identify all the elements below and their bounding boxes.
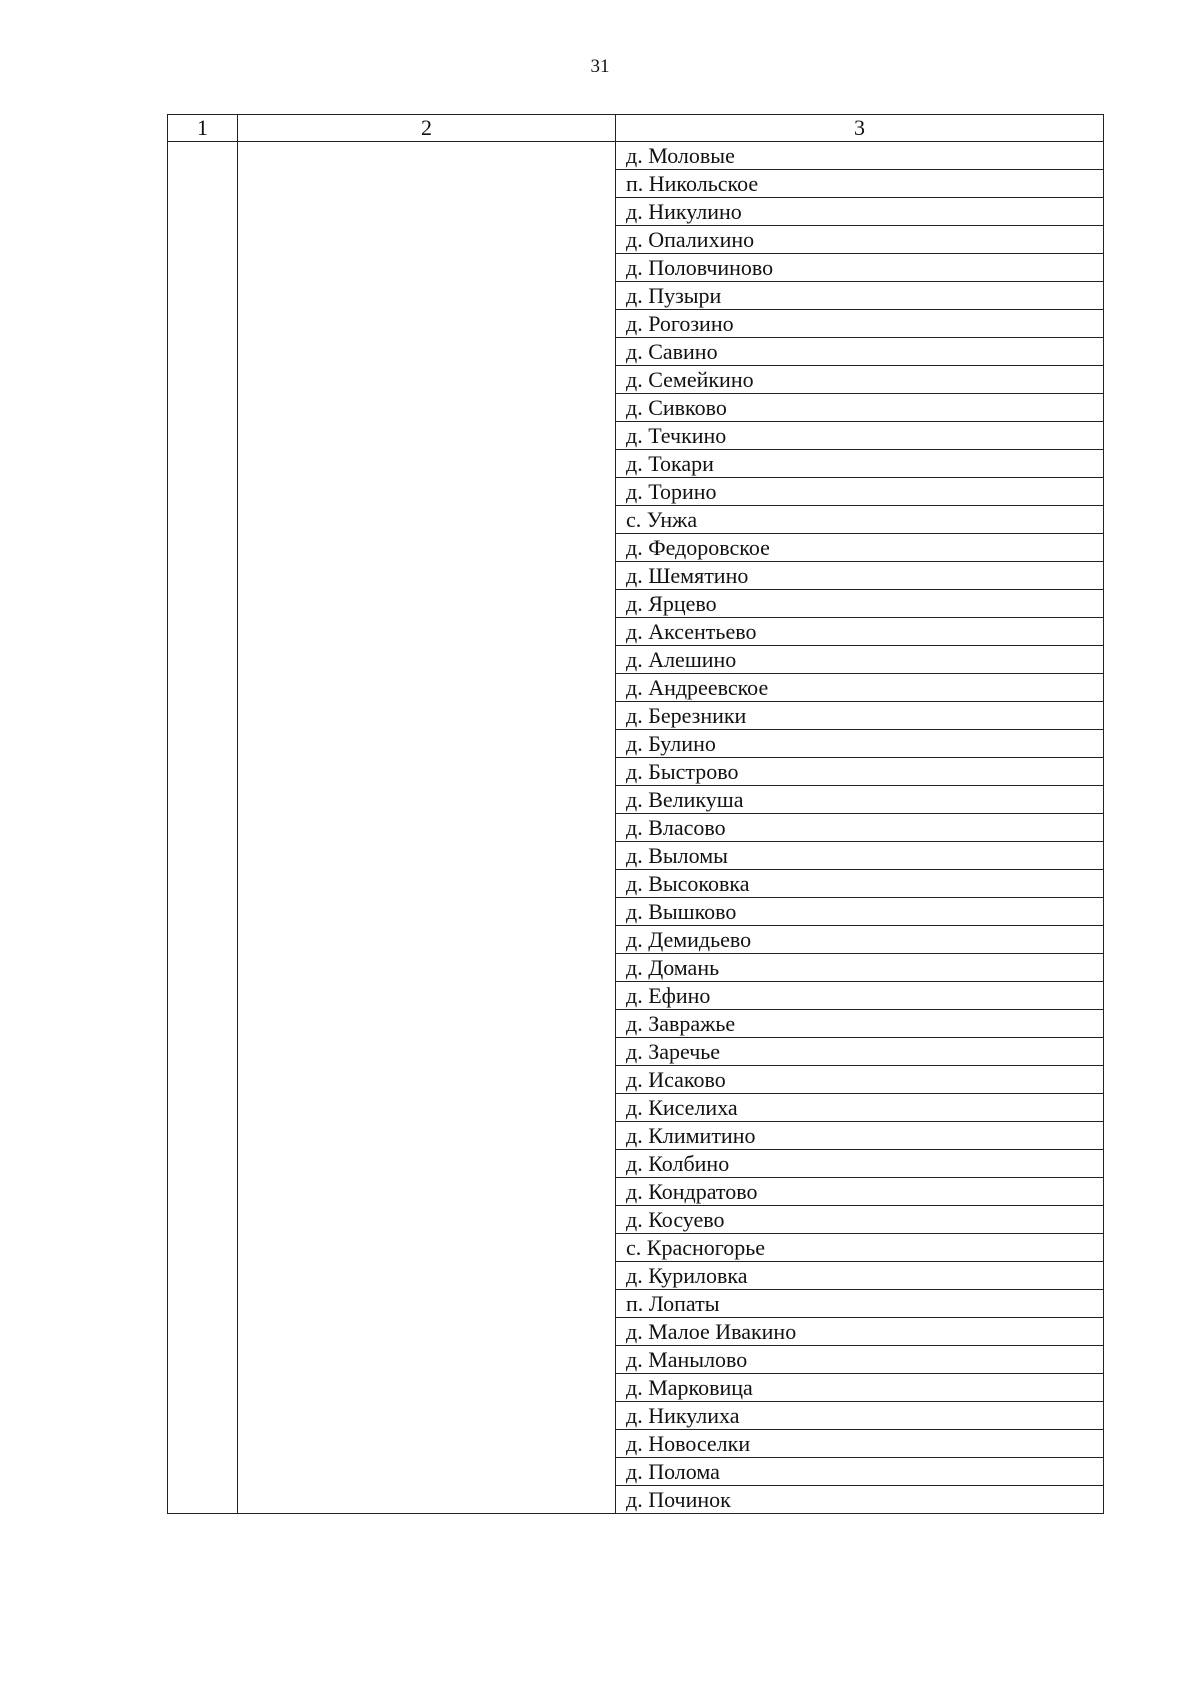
settlement-cell: д. Токари <box>616 450 1104 478</box>
settlement-cell: д. Ярцево <box>616 590 1104 618</box>
settlement-cell: д. Пузыри <box>616 282 1104 310</box>
settlement-cell: д. Великуша <box>616 786 1104 814</box>
col1-cell <box>168 142 238 1514</box>
table-row <box>168 142 1104 170</box>
settlement-cell: с. Унжа <box>616 506 1104 534</box>
header-cell-2: 2 <box>238 115 616 142</box>
settlement-cell: д. Демидьево <box>616 926 1104 954</box>
settlement-cell: д. Выломы <box>616 842 1104 870</box>
settlement-cell: д. Власово <box>616 814 1104 842</box>
settlement-cell: д. Моловые <box>616 142 1104 170</box>
settlement-cell: д. Березники <box>616 702 1104 730</box>
settlement-cell: д. Куриловка <box>616 1262 1104 1290</box>
settlement-cell: д. Булино <box>616 730 1104 758</box>
settlement-cell: д. Ефино <box>616 982 1104 1010</box>
settlement-cell: д. Манылово <box>616 1346 1104 1374</box>
settlements-table <box>167 114 1104 1514</box>
settlement-cell: д. Климитино <box>616 1122 1104 1150</box>
settlement-cell: д. Никулино <box>616 198 1104 226</box>
settlement-cell: д. Савино <box>616 338 1104 366</box>
settlement-cell: д. Опалихино <box>616 226 1104 254</box>
settlement-cell: п. Лопаты <box>616 1290 1104 1318</box>
settlement-cell: д. Заречье <box>616 1038 1104 1066</box>
header-row <box>168 115 1104 142</box>
settlement-cell: д. Федоровское <box>616 534 1104 562</box>
settlement-cell: д. Киселиха <box>616 1094 1104 1122</box>
settlement-cell: д. Семейкино <box>616 366 1104 394</box>
settlement-cell: д. Завражье <box>616 1010 1104 1038</box>
settlement-cell: д. Течкино <box>616 422 1104 450</box>
settlement-cell: д. Новоселки <box>616 1430 1104 1458</box>
settlement-cell: д. Марковица <box>616 1374 1104 1402</box>
settlement-cell: д. Алешино <box>616 646 1104 674</box>
settlement-cell: с. Красногорье <box>616 1234 1104 1262</box>
settlement-cell: п. Никольское <box>616 170 1104 198</box>
settlement-cell: д. Починок <box>616 1486 1104 1514</box>
table-body <box>168 142 1104 1514</box>
settlement-cell: д. Сивково <box>616 394 1104 422</box>
settlement-cell: д. Аксентьево <box>616 618 1104 646</box>
col2-cell <box>238 142 616 1514</box>
settlement-cell: д. Малое Ивакино <box>616 1318 1104 1346</box>
settlement-cell: д. Вышково <box>616 898 1104 926</box>
settlement-cell: д. Быстрово <box>616 758 1104 786</box>
settlement-cell: д. Высоковка <box>616 870 1104 898</box>
settlement-cell: д. Полома <box>616 1458 1104 1486</box>
settlement-cell: д. Андреевское <box>616 674 1104 702</box>
settlement-cell: д. Колбино <box>616 1150 1104 1178</box>
settlement-cell: д. Домань <box>616 954 1104 982</box>
settlement-cell: д. Шемятино <box>616 562 1104 590</box>
page-number: 31 <box>590 56 610 77</box>
settlement-cell: д. Рогозино <box>616 310 1104 338</box>
settlement-cell: д. Никулиха <box>616 1402 1104 1430</box>
settlement-cell: д. Торино <box>616 478 1104 506</box>
header-cell-3: 3 <box>616 115 1104 142</box>
header-cell-1: 1 <box>168 115 238 142</box>
settlement-cell: д. Половчиново <box>616 254 1104 282</box>
settlement-cell: д. Косуево <box>616 1206 1104 1234</box>
settlement-cell: д. Кондратово <box>616 1178 1104 1206</box>
settlement-cell: д. Исаково <box>616 1066 1104 1094</box>
